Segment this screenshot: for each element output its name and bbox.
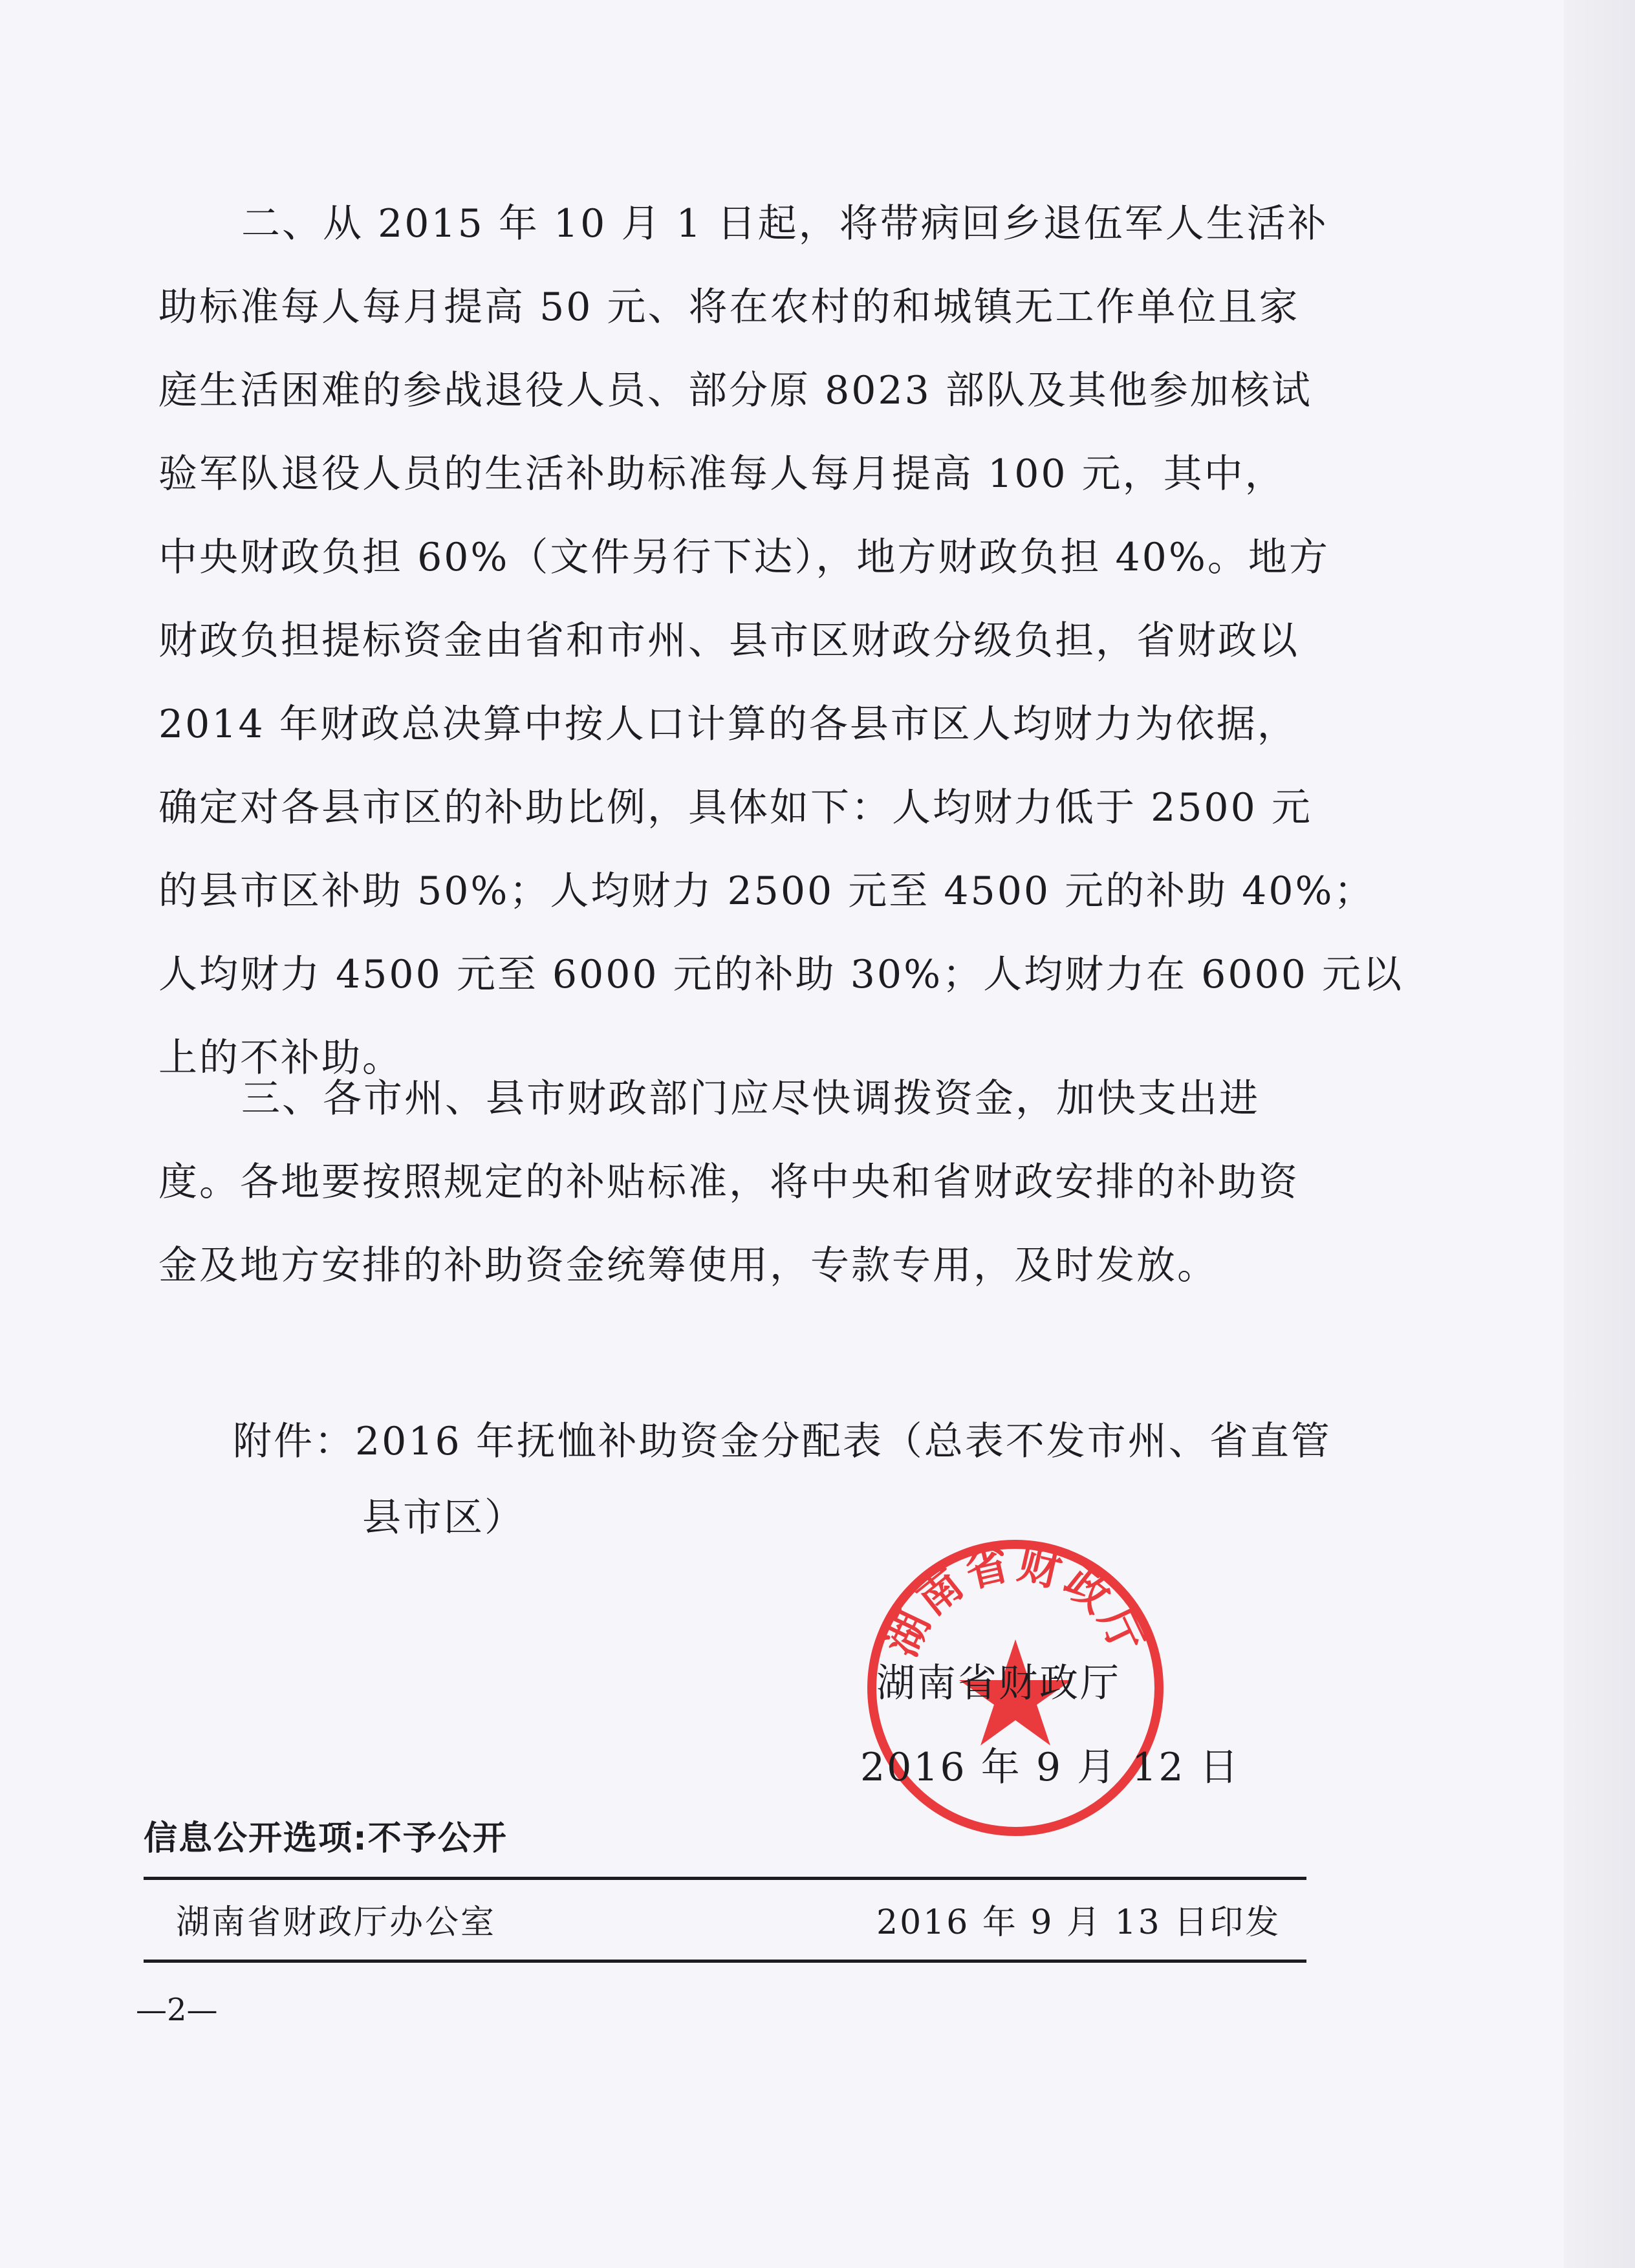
signer-name: 湖南省财政厅 bbox=[876, 1661, 1121, 1706]
attachment-line: 附件：2016 年抚恤补助资金分配表（总表不发市州、省直管 bbox=[233, 1419, 1332, 1464]
footer-divider-bottom bbox=[144, 1960, 1306, 1963]
text-line: 庭生活困难的参战退役人员、部分原 8023 部队及其他参加核试 bbox=[158, 368, 1312, 413]
text-line: 金及地方安排的补助资金统筹使用，专款专用，及时发放。 bbox=[158, 1243, 1218, 1288]
text-line: 人均财力 4500 元至 6000 元的补助 30%；人均财力在 6000 元以 bbox=[158, 952, 1403, 997]
text-line: 三、各市州、县市财政部门应尽快调拨资金，加快支出进 bbox=[241, 1076, 1260, 1121]
issuing-office: 湖南省财政厅办公室 bbox=[176, 1903, 497, 1942]
text-line: 验军队退役人员的生活补助标准每人每月提高 100 元，其中， bbox=[158, 451, 1286, 497]
text-line: 上的不补助。 bbox=[158, 1035, 403, 1081]
text-line: 的县市区补助 50%；人均财力 2500 元至 4500 元的补助 40%； bbox=[158, 869, 1375, 914]
text-line: 财政负担提标资金由省和市州、县市区财政分级负担，省财政以 bbox=[158, 618, 1299, 664]
paragraph-section-2 bbox=[158, 182, 1403, 1100]
paragraph-section-3 bbox=[158, 1057, 1348, 1308]
attachment-line: 县市区） bbox=[362, 1495, 525, 1540]
text-line: 二、从 2015 年 10 月 1 日起，将带病回乡退伍军人生活补 bbox=[241, 201, 1328, 246]
issue-date: 2016 年 9 月 13 日印发 bbox=[876, 1903, 1281, 1942]
page-number: —2— bbox=[136, 1992, 218, 2028]
text-line: 确定对各县市区的补助比例，具体如下：人均财力低于 2500 元 bbox=[158, 785, 1312, 830]
signing-date: 2016 年 9 月 12 日 bbox=[860, 1745, 1240, 1790]
disclosure-option: 信息公开选项:不予公开 bbox=[144, 1819, 508, 1858]
text-line: 2014 年财政总决算中按人口计算的各县市区人均财力为依据， bbox=[158, 702, 1298, 747]
text-line: 中央财政负担 60%（文件另行下达），地方财政负担 40%。地方 bbox=[158, 535, 1330, 580]
page-edge bbox=[1564, 0, 1635, 2268]
text-line: 助标准每人每月提高 50 元、将在农村的和城镇无工作单位且家 bbox=[158, 285, 1300, 330]
seal-text: 湖南省财政厅 bbox=[876, 1538, 1154, 1664]
footer-divider-top bbox=[144, 1877, 1306, 1880]
text-line: 度。各地要按照规定的补贴标准，将中央和省财政安排的补助资 bbox=[158, 1160, 1299, 1205]
